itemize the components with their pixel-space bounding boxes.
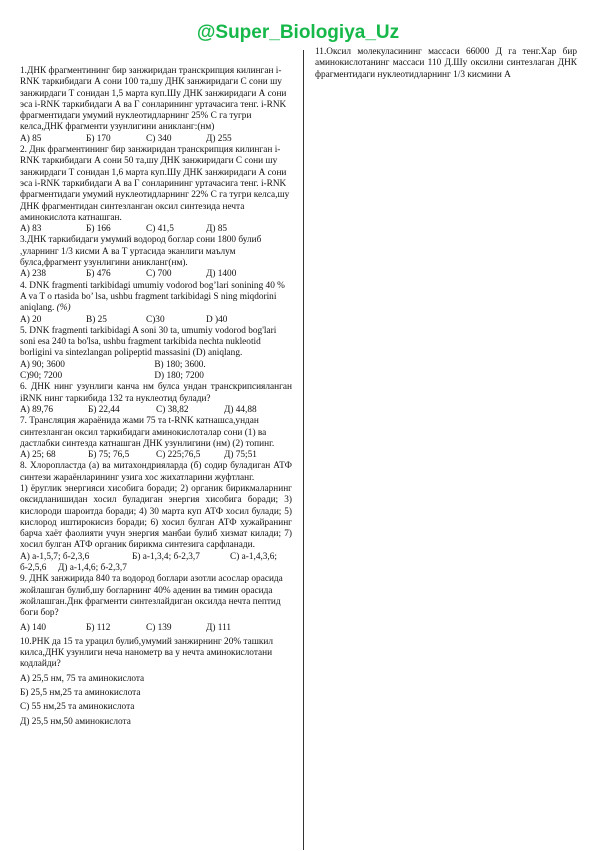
option: А) 83	[20, 224, 42, 235]
option: Б) 25,5 нм,25 та аминокислота	[20, 688, 141, 699]
question-1-options	[20, 134, 292, 145]
option: Д) 85	[206, 224, 228, 235]
question-1: 1.ДНК фрагментининг бир занжиридан транскрипция килинган i-RNK таркибидаги А сони 100 та,шу ДНК занжиридаги С сони шу занжирдаги Т сонидан 1,5 марта куп.Шу ДНК занжиридаги А сони эса i-RNK таркибидаги А ва Г сонларининг уртачасига тенг. i-RNK фрагментидаги умумий нуклеотидларнинг 25% С га тугри келса,ДНК фрагменти узунлигини аникланг:(нм)	[20, 66, 287, 133]
question-5: 5. DNK fragmenti tarkibidagi A soni 30 ta, umumiy vodorod bog'lari soni esa 240 ta bo'lsa, ushbu fragment tarkibida nechta nukleotid borligini va sintezlangan polipeptid massasini (D) aniqlang.	[20, 325, 277, 359]
question-8-statements: 1) ёруглик энергияси хисобига боради; 2) органик бирикмаларнинг оксидланишидан хосил буладиган энергия хисобига боради; 3) кислороди шароитда боради; 4) 30 марта куп АТФ хосил булади; 5) кислород иштирокисиз боради; 6) хосил булган АТФ хужайранинг барча хаёт фаолияти учун энергия манбаи булиб хизмат килади; 7) хосил булган АТФ органик бирикма синтезига сарфланади.	[20, 483, 292, 551]
option: С) 55 нм,25 та аминокислота	[20, 702, 135, 713]
question-5-options-row-1	[20, 360, 292, 371]
option: C)30	[146, 314, 165, 325]
option: Д) 25,5 нм,50 аминокислота	[20, 716, 131, 727]
option: А) а-1,5,7; б-2,3,6	[20, 551, 90, 562]
question-2-options	[20, 224, 292, 235]
option: С) 38,82	[156, 404, 189, 415]
channel-header: @Super_Biologiya_Uz	[196, 22, 400, 43]
question-4-unit: (%)	[56, 303, 71, 314]
option: B) 180; 3600.	[154, 359, 206, 370]
option: B) 25	[86, 314, 107, 325]
option: А) 89,76	[20, 404, 54, 415]
question-9: 9. ДНК занжирида 840 та водород боглари азотли асослар орасида жойлашган булиб,шу богларнинг 40% аденин ва тимин орасида жойлашган.Днк фрагменти синтезлайдиган оксилда нечта пептид боги бор?	[20, 574, 283, 619]
question-4-text: 4. DNK fragmenti tarkibidagi umumiy vodorod bog’lari sonining 40 % A va T o rtasida bo’ lsa, ushbu fragment tarkibidagi S ning miqdorini aniqlang.	[20, 280, 285, 314]
left-column	[20, 66, 292, 728]
option: Д) а-1,4,6; б-2,3,7	[58, 563, 127, 574]
option: С) а-1,4,3,6;	[230, 551, 277, 562]
question-10: 10.РНК да 15 та урацил булиб,умумий занжирнинг 20% ташкил килса,ДНК узунлиги неча нанометр ва у нечта аминокислотани кодлайди?	[20, 636, 274, 670]
option: Б) 166	[86, 224, 111, 235]
column-divider	[303, 50, 304, 850]
option: Б) 476	[86, 269, 111, 280]
option: Д) 111	[206, 622, 232, 633]
option: Д) 75;51	[224, 450, 257, 461]
question-6-options	[20, 405, 292, 416]
option: A) 20	[20, 314, 42, 325]
option: С) 700	[146, 269, 172, 280]
question-8-options-row-2	[20, 563, 292, 574]
question-8: 8. Хлоропластда (а) ва митахондрияларда (б) содир буладиган АТФ синтези жараёнларининг узига хос жихатларини жуфтланг.	[20, 461, 292, 483]
right-column	[315, 47, 577, 81]
option: Д) 44,88	[224, 404, 257, 415]
option: D) 180; 7200	[154, 371, 204, 382]
question-8-options-row-1	[20, 552, 292, 563]
option: А) 140	[20, 622, 47, 633]
option: б-2,5,6	[20, 563, 47, 574]
question-4	[20, 281, 292, 315]
option: D )40	[206, 314, 228, 325]
question-4-options	[20, 315, 292, 326]
option: Д) 255	[206, 133, 232, 144]
option: А) 238	[20, 269, 47, 280]
question-11: 11.Оксил молекуласининг массаси 66000 Д га тенг.Хар бир аминокислотанинг массаси 110 Д.Шу оксилни синтезлаган ДНК фрагментидаги нуклеотидларнинг 1/3 кисмини А	[315, 47, 577, 80]
option: Б) 75; 76,5	[88, 450, 130, 461]
option: Б) 112	[86, 622, 111, 633]
option: С) 340	[146, 133, 172, 144]
option: С) 41,5	[146, 224, 174, 235]
option: А) 25; 68	[20, 450, 56, 461]
question-3: 3.ДНК таркибидаги умумий водород боглар сони 1800 булиб ,уларнинг 1/3 кисми А ва Т уртасида эканлиги маълум булса,фрагмент узунлигини аникланг(нм).	[20, 235, 262, 269]
option: A) 90; 3600	[20, 359, 65, 370]
option: А) 25,5 нм, 75 та аминокислота	[20, 673, 145, 684]
question-6: 6. ДНК нинг узунлиги канча нм булса ундан транскрипсияланган iRNK нинг таркибида 132 та нуклеотид булади?	[20, 382, 292, 404]
question-5-options-row-2	[20, 371, 292, 382]
option: С) 139	[146, 622, 172, 633]
question-9-options	[20, 623, 292, 634]
option: С) 225;76,5	[156, 450, 201, 461]
option: C)90; 7200	[20, 371, 63, 382]
option: А) 85	[20, 133, 42, 144]
question-7-options	[20, 450, 292, 461]
question-7: 7. Трансляция жараёнида жами 75 та t-RNK катнашса,ундан синтезланган оксил таркибидаги аминокислоталар сони (1) ва дастлабки синтезда катнашган ДНК узунлигини (нм) (2) топинг.	[20, 416, 275, 449]
option: Б) а-1,3,4; б-2,3,7	[132, 551, 200, 562]
question-3-options	[20, 269, 292, 280]
option: Д) 1400	[206, 269, 237, 280]
question-2: 2. Днк фрагментининг бир занжиридан транскрипция килинган i-RNK таркибидаги А сони 50 та,шу ДНК занжиридаги С сони шу занжирдаги Т сонидан 1,6 марта куп.Шу ДНК занжиридаги А сони эса i-RNK таркибидаги А ва Г сонларининг уртачасига тенг. i-RNK фрагментидаги умумий нуклеотидларнинг 22% С га тугри келса,шу ДНК фрагментидан синтезланган оксил синтезида нечта аминокислота катнашган.	[20, 145, 290, 223]
option: Б) 22,44	[88, 404, 120, 415]
option: Б) 170	[86, 133, 111, 144]
